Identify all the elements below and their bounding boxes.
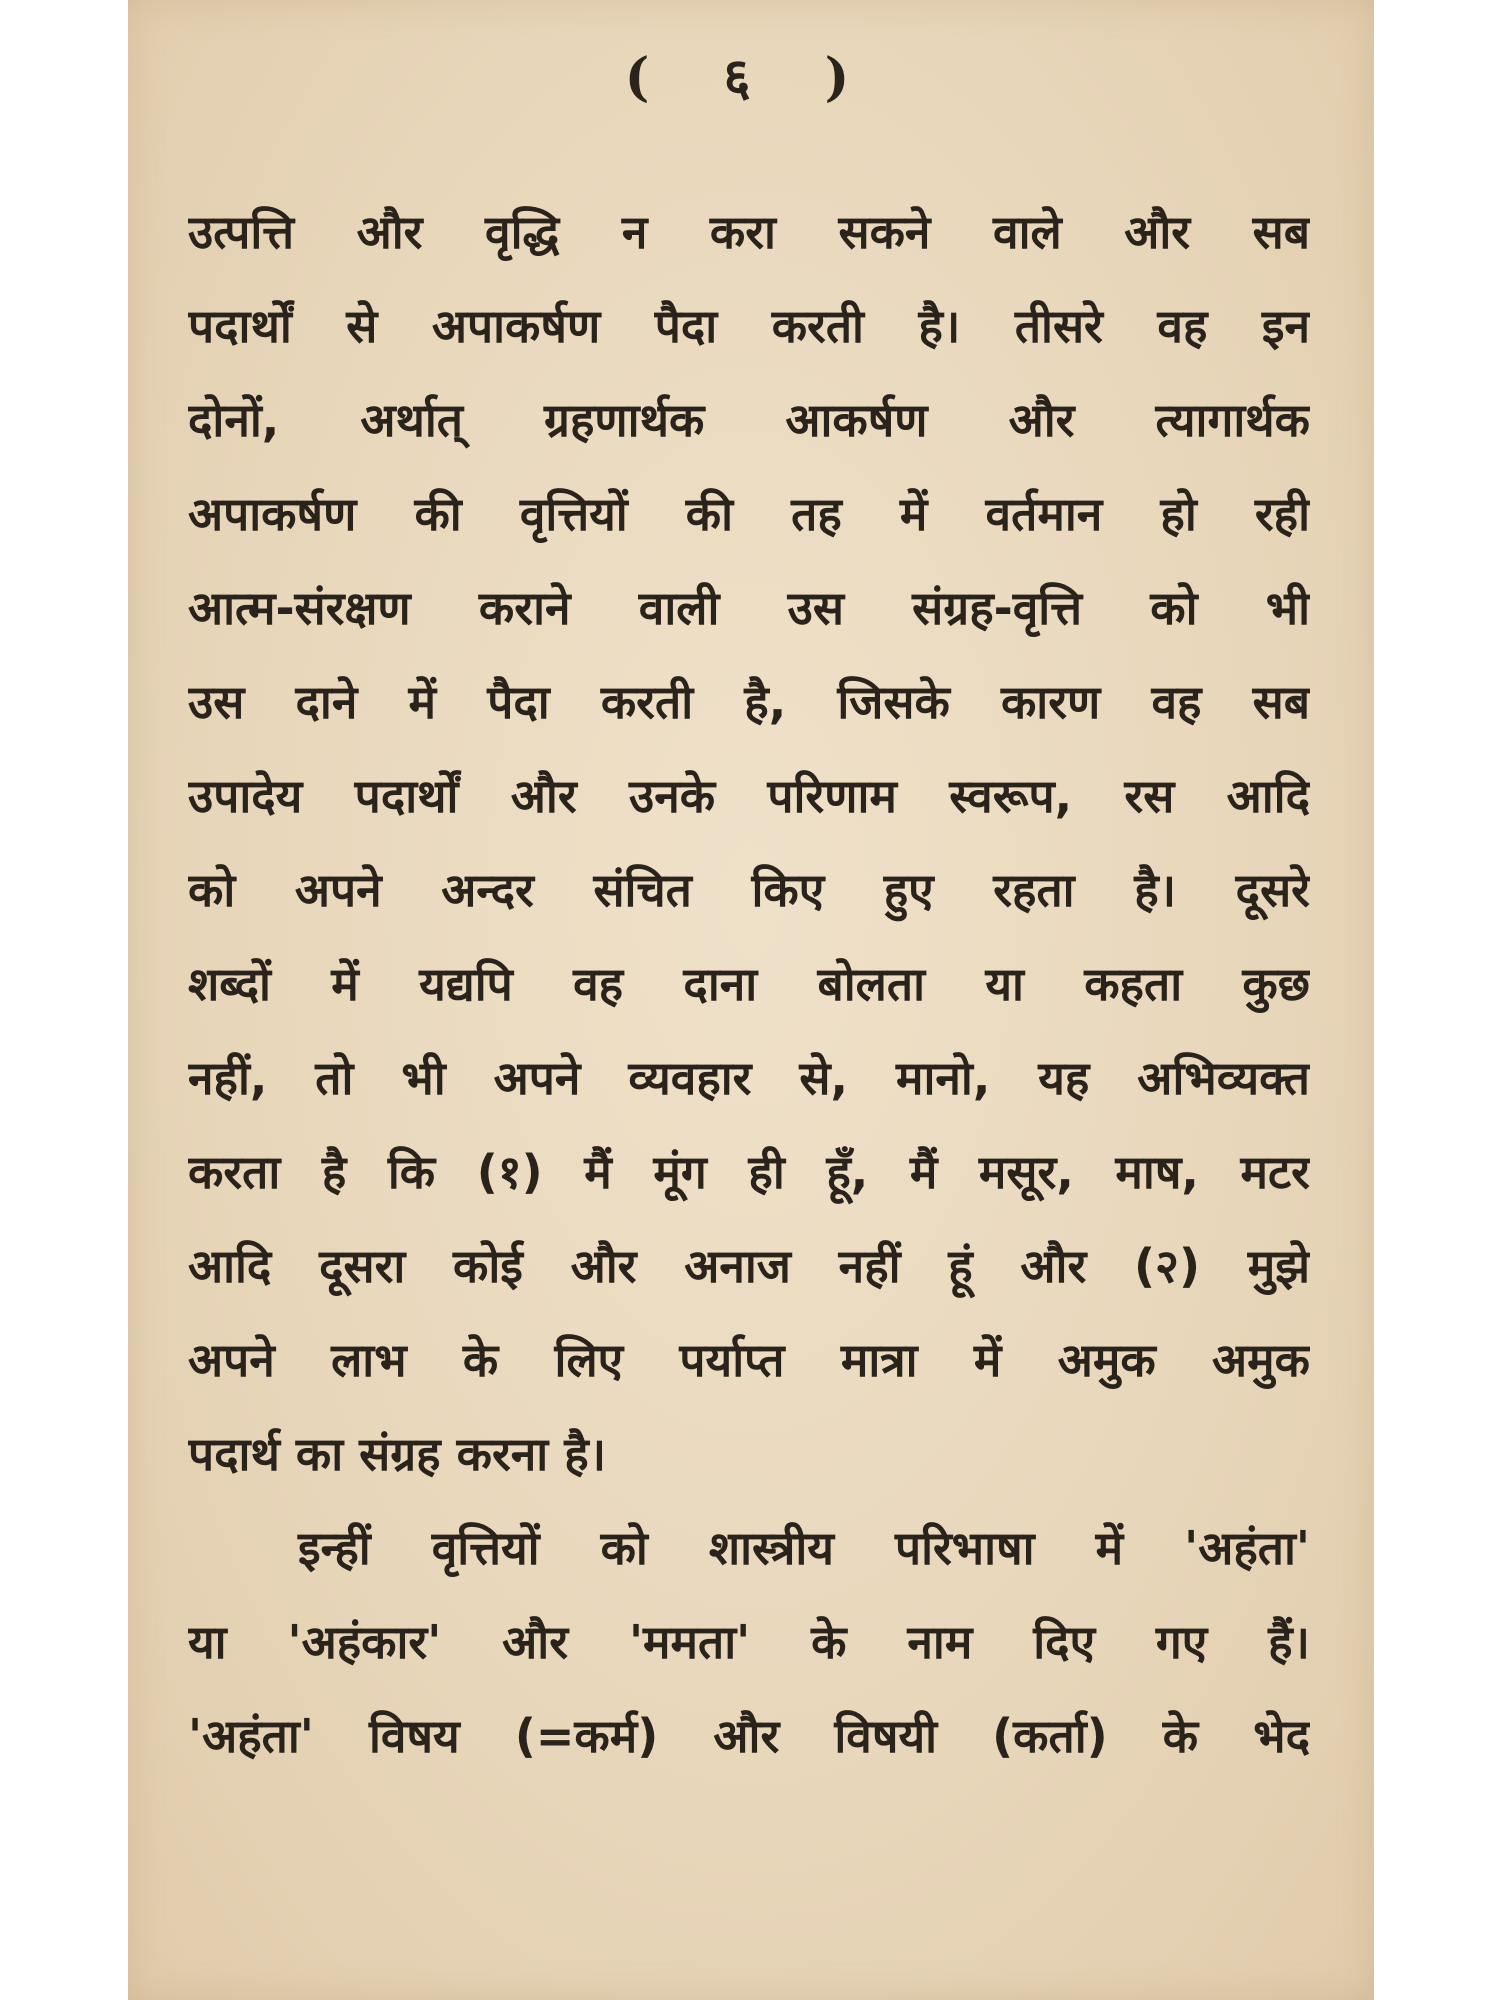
text-line: आत्म-संरक्षण कराने वाली उस संग्रह-वृत्ति को भी — [188, 581, 1310, 635]
text-line: करता है कि (१) मैं मूंग ही हूँ, मैं मसूर, माष, मटर — [188, 1145, 1310, 1199]
text-line: पदार्थों से अपाकर्षण पैदा करती है। तीसरे वह इन — [188, 299, 1310, 353]
text-line: पदार्थ का संग्रह करना है। — [188, 1427, 607, 1481]
text-line: उत्पत्ति और वृद्धि न करा सकने वाले और सब — [188, 205, 1310, 259]
text-line: इन्हीं वृत्तियों को शास्त्रीय परिभाषा में 'अहंता' — [298, 1521, 1310, 1575]
text-line: अपाकर्षण की वृत्तियों की तह में वर्तमान हो रही — [188, 487, 1310, 541]
book-page — [128, 0, 1374, 2000]
text-line: आदि दूसरा कोई और अनाज नहीं हूं और (२) मुझे — [188, 1239, 1310, 1293]
paragraph-2 — [188, 1501, 1310, 1783]
page-number: ( ६ ) — [624, 47, 878, 108]
text-line: शब्दों में यद्यपि वह दाना बोलता या कहता कुछ — [188, 957, 1310, 1011]
text-line: को अपने अन्दर संचित किए हुए रहता है। दूसरे — [188, 863, 1310, 917]
text-line: 'अहंता' विषय (=कर्म) और विषयी (कर्ता) के भेद — [188, 1709, 1310, 1763]
text-line: अपने लाभ के लिए पर्याप्त मात्रा में अमुक अमुक — [188, 1333, 1310, 1387]
body-text — [188, 185, 1310, 1783]
text-line: उपादेय पदार्थों और उनके परिणाम स्वरूप, रस आदि — [188, 769, 1310, 823]
text-line: दोनों, अर्थात् ग्रहणार्थक आकर्षण और त्यागार्थक — [188, 393, 1310, 447]
text-line: उस दाने में पैदा करती है, जिसके कारण वह सब — [188, 675, 1310, 729]
text-line: नहीं, तो भी अपने व्यवहार से, मानो, यह अभिव्यक्त — [188, 1051, 1310, 1105]
text-line: या 'अहंकार' और 'ममता' के नाम दिए गए हैं। — [188, 1615, 1310, 1669]
paragraph-1 — [188, 185, 1310, 1501]
